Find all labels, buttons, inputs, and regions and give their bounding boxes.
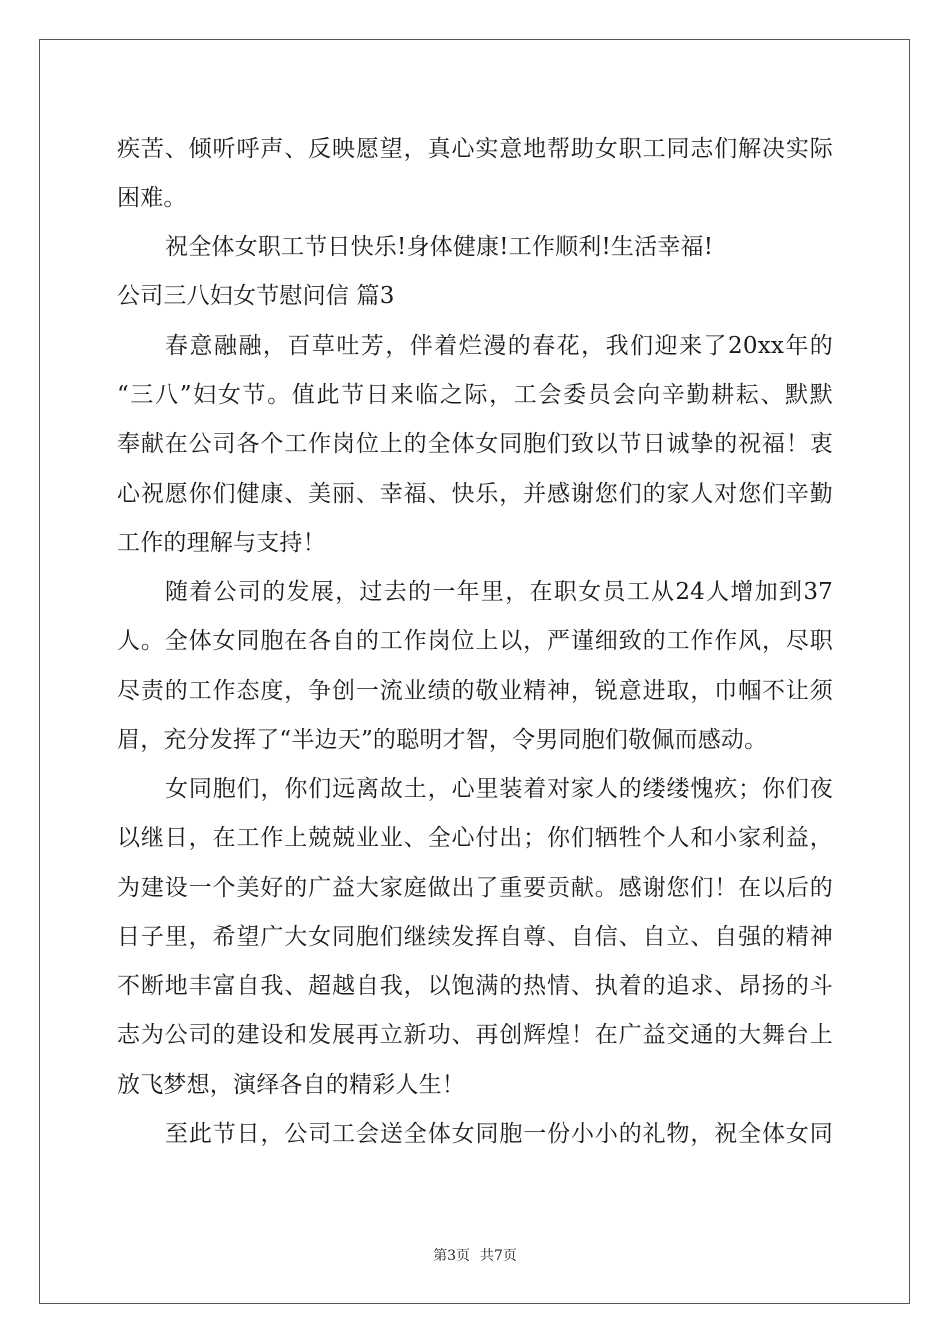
text-line: 放飞梦想，演绎各自的精彩人生！: [117, 1072, 465, 1098]
text-line: 眉，充分发挥了“半边天”的聪明才智，令男同胞们敬佩而感动。: [117, 727, 768, 753]
text-line: 日子里，希望广大女同胞们继续发挥自尊、自信、自立、自强的精神: [117, 924, 833, 950]
text-line: 疾苦、倾听呼声、反映愿望，真心实意地帮助女职工同志们解决实际: [117, 136, 833, 162]
text-line: 心祝愿你们健康、美丽、幸福、快乐，并感谢您们的家人对您们辛勤: [117, 481, 833, 507]
text-line: 人。全体女同胞在各自的工作岗位上以，严谨细致的工作作风，尽职: [117, 628, 833, 654]
text-line: 随着公司的发展，过去的一年里，在职女员工从24人增加到37: [165, 579, 833, 605]
text-line: 工作的理解与支持！: [117, 530, 326, 556]
text-line: 至此节日，公司工会送全体女同胞一份小小的礼物，祝全体女同: [165, 1121, 833, 1147]
section-heading: 公司三八妇女节慰问信 篇3: [117, 283, 395, 309]
text-line: 不断地丰富自我、超越自我，以饱满的热情、执着的追求、昂扬的斗: [117, 973, 833, 999]
text-line: “三八”妇女节。值此节日来临之际，工会委员会向辛勤耕耘、默默: [117, 382, 833, 408]
text-line: 为建设一个美好的广益大家庭做出了重要贡献。感谢您们！在以后的: [117, 875, 833, 901]
text-line: 祝全体女职工节日快乐!身体健康!工作顺利!生活幸福!: [165, 234, 714, 260]
text-line: 志为公司的建设和发展再立新功、再创辉煌！在广益交通的大舞台上: [117, 1022, 833, 1048]
page-total: 共7页: [480, 1248, 517, 1264]
text-line: 困难。: [117, 185, 187, 211]
text-line: 春意融融，百草吐芳，伴着烂漫的春花，我们迎来了20xx年的: [165, 333, 833, 359]
page-border: [39, 39, 910, 1304]
text-line: 女同胞们，你们远离故土，心里装着对家人的缕缕愧疚；你们夜: [165, 776, 833, 802]
page-footer: [0, 1247, 950, 1265]
text-line: 以继日，在工作上兢兢业业、全心付出；你们牺牲个人和小家利益，: [117, 825, 833, 851]
text-line: 奉献在公司各个工作岗位上的全体女同胞们致以节日诚挚的祝福！衷: [117, 431, 833, 457]
text-line: 尽责的工作态度，争创一流业绩的敬业精神，锐意进取，巾帼不让须: [117, 678, 833, 704]
page-number: 第3页: [433, 1248, 470, 1264]
